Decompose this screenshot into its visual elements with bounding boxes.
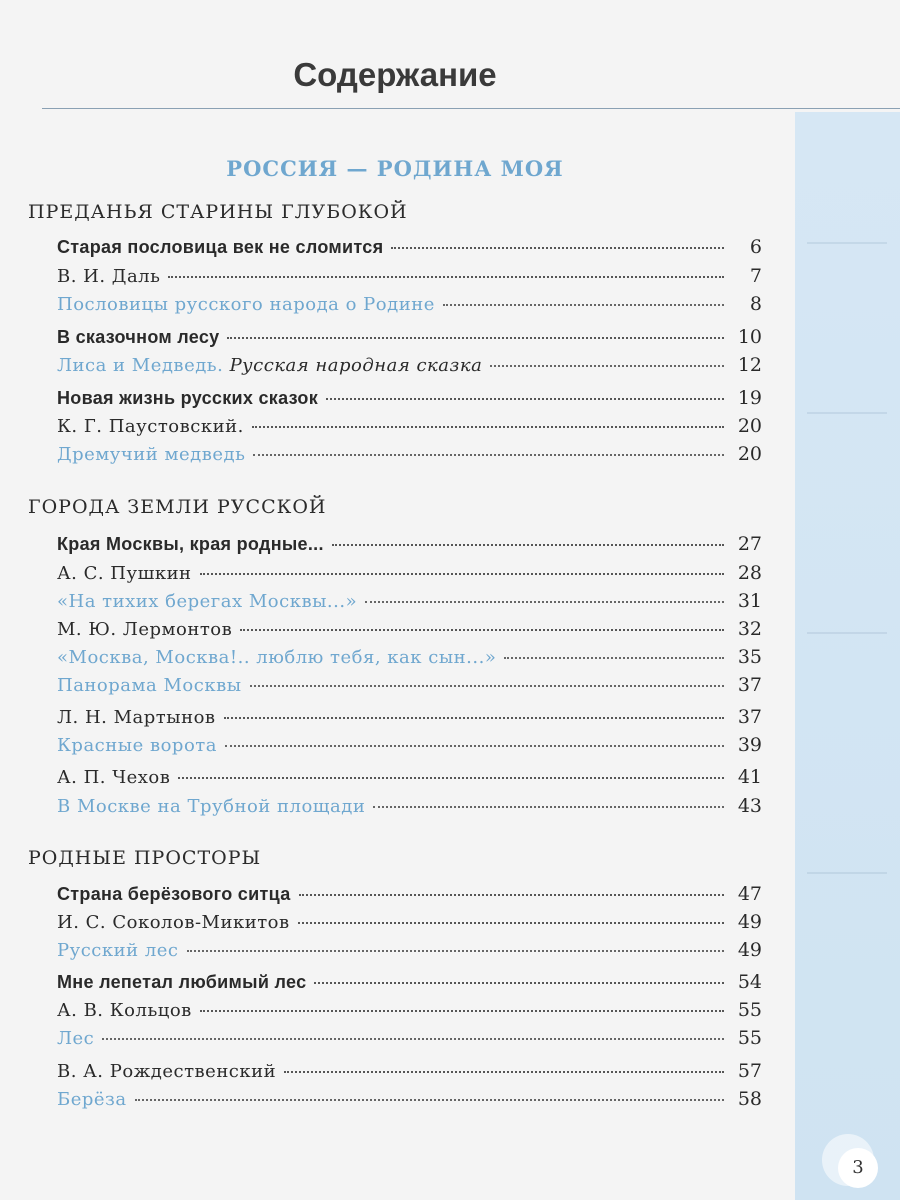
toc-entry[interactable]: [57, 533, 762, 561]
entry-label: Края Москвы, края родные...: [57, 534, 324, 554]
dot-leader: [178, 777, 724, 779]
dot-leader: [135, 1099, 724, 1101]
toc-entry[interactable]: [57, 1088, 762, 1116]
entry-label: А. С. Пушкин: [57, 563, 192, 584]
entry-label: Мне лепетал любимый лес: [57, 972, 307, 992]
toc-entry[interactable]: [57, 766, 762, 794]
section-title: ПРЕДАНЬЯ СТАРИНЫ ГЛУБОКОЙ: [28, 201, 408, 223]
entry-label: Старая пословица век не сломится: [57, 237, 384, 257]
entry-label: Берёза: [57, 1089, 127, 1110]
dot-leader: [298, 922, 724, 924]
entry-page: 7: [749, 265, 762, 287]
part-title: РОССИЯ — РОДИНА МОЯ: [226, 156, 564, 181]
entry-label: «На тихих берегах Москвы...»: [57, 591, 358, 612]
toc-entry[interactable]: [57, 590, 762, 618]
dot-leader: [365, 601, 724, 603]
entry-label: К. Г. Паустовский.: [57, 416, 244, 437]
dot-leader: [240, 629, 724, 631]
section-title: ГОРОДА ЗЕМЛИ РУССКОЙ: [28, 496, 327, 518]
toc-entry[interactable]: [57, 883, 762, 911]
entry-page: 12: [737, 354, 762, 376]
entry-page: 43: [737, 795, 762, 817]
dot-leader: [168, 276, 724, 278]
entry-page: 37: [737, 674, 762, 696]
dot-leader: [224, 717, 724, 719]
bleed-line: [807, 632, 887, 634]
toc-entry[interactable]: [57, 387, 762, 415]
entry-label: Красные ворота: [57, 735, 217, 756]
entry-label: Панорама Москвы: [57, 675, 242, 696]
entry-label: [57, 355, 482, 376]
entry-label: В сказочном лесу: [57, 327, 220, 347]
entry-label: В Москве на Трубной площади: [57, 796, 366, 817]
entry-label-title: Лиса и Медведь.: [57, 355, 224, 376]
toc-entry[interactable]: [57, 646, 762, 674]
entry-page: 54: [737, 971, 762, 993]
toc-entry[interactable]: [57, 674, 762, 702]
bleed-line: [807, 412, 887, 414]
entry-label: Дремучий медведь: [57, 444, 246, 465]
entry-page: 10: [737, 326, 762, 348]
entry-label: Л. Н. Мартынов: [57, 707, 216, 728]
entry-page: 58: [737, 1088, 762, 1110]
entry-label: В. И. Даль: [57, 266, 161, 287]
entry-label: Русский лес: [57, 940, 179, 961]
toc-entry[interactable]: [57, 265, 762, 293]
dot-leader: [252, 426, 724, 428]
entry-label: М. Ю. Лермонтов: [57, 619, 233, 640]
entry-page: 37: [737, 706, 762, 728]
dot-leader: [326, 398, 724, 400]
dot-leader: [373, 806, 724, 808]
toc-entry[interactable]: [57, 562, 762, 590]
toc-entry[interactable]: [57, 415, 762, 443]
dot-leader: [391, 247, 724, 249]
dot-leader: [314, 982, 724, 984]
toc-entry[interactable]: [57, 795, 762, 823]
bleed-line: [807, 242, 887, 244]
dot-leader: [332, 544, 724, 546]
entry-page: 55: [737, 1027, 762, 1049]
dot-leader: [443, 304, 724, 306]
toc-entry[interactable]: [57, 1060, 762, 1088]
entry-page: 55: [737, 999, 762, 1021]
toc-entry[interactable]: [57, 443, 762, 471]
header-rule: [42, 108, 900, 109]
entry-page: 20: [737, 415, 762, 437]
dot-leader: [250, 685, 724, 687]
dot-leader: [200, 573, 724, 575]
dot-leader: [299, 894, 725, 896]
toc-entry[interactable]: [57, 354, 762, 382]
entry-label-genre: Русская народная сказка: [229, 355, 483, 376]
toc-entry[interactable]: [57, 734, 762, 762]
entry-page: 6: [749, 236, 762, 258]
entry-page: 20: [737, 443, 762, 465]
dot-leader: [187, 950, 725, 952]
toc-entry[interactable]: [57, 939, 762, 967]
side-decorative-band: [795, 112, 900, 1200]
dot-leader: [227, 337, 724, 339]
entry-page: 49: [737, 939, 762, 961]
dot-leader: [253, 454, 724, 456]
dot-leader: [490, 365, 724, 367]
entry-label: В. А. Рождественский: [57, 1061, 277, 1082]
entry-page: 47: [737, 883, 762, 905]
entry-label: «Москва, Москва!.. люблю тебя, как сын...»: [57, 647, 497, 668]
entry-page: 8: [749, 293, 762, 315]
entry-label: Новая жизнь русских сказок: [57, 388, 319, 408]
page-number: 3: [838, 1148, 878, 1188]
entry-label: Страна берёзового ситца: [57, 884, 291, 904]
dot-leader: [225, 745, 724, 747]
entry-page: 39: [737, 734, 762, 756]
entry-page: 31: [737, 590, 762, 612]
dot-leader: [102, 1038, 724, 1040]
toc-entry[interactable]: [57, 326, 762, 354]
entry-label: Лес: [57, 1028, 95, 1049]
entry-label: И. С. Соколов-Микитов: [57, 912, 290, 933]
toc-entry[interactable]: [57, 999, 762, 1027]
page-title: Содержание: [293, 56, 497, 93]
entry-page: 27: [737, 533, 762, 555]
entry-label: А. В. Кольцов: [57, 1000, 192, 1021]
entry-page: 49: [737, 911, 762, 933]
entry-page: 57: [737, 1060, 762, 1082]
dot-leader: [504, 657, 724, 659]
dot-leader: [284, 1071, 724, 1073]
entry-page: 19: [737, 387, 762, 409]
toc-entry[interactable]: [57, 236, 762, 264]
toc-entry[interactable]: [57, 618, 762, 646]
dot-leader: [200, 1010, 724, 1012]
toc-entry[interactable]: [57, 911, 762, 939]
entry-label: Пословицы русского народа о Родине: [57, 294, 435, 315]
entry-page: 32: [737, 618, 762, 640]
entry-label: А. П. Чехов: [57, 767, 171, 788]
entry-page: 41: [737, 766, 762, 788]
entry-page: 35: [737, 646, 762, 668]
entry-page: 28: [737, 562, 762, 584]
toc-entry[interactable]: [57, 971, 762, 999]
toc-entry[interactable]: [57, 1027, 762, 1055]
toc-entry[interactable]: [57, 706, 762, 734]
section-title: РОДНЫЕ ПРОСТОРЫ: [28, 847, 262, 869]
bleed-line: [807, 872, 887, 874]
toc-entry[interactable]: [57, 293, 762, 321]
